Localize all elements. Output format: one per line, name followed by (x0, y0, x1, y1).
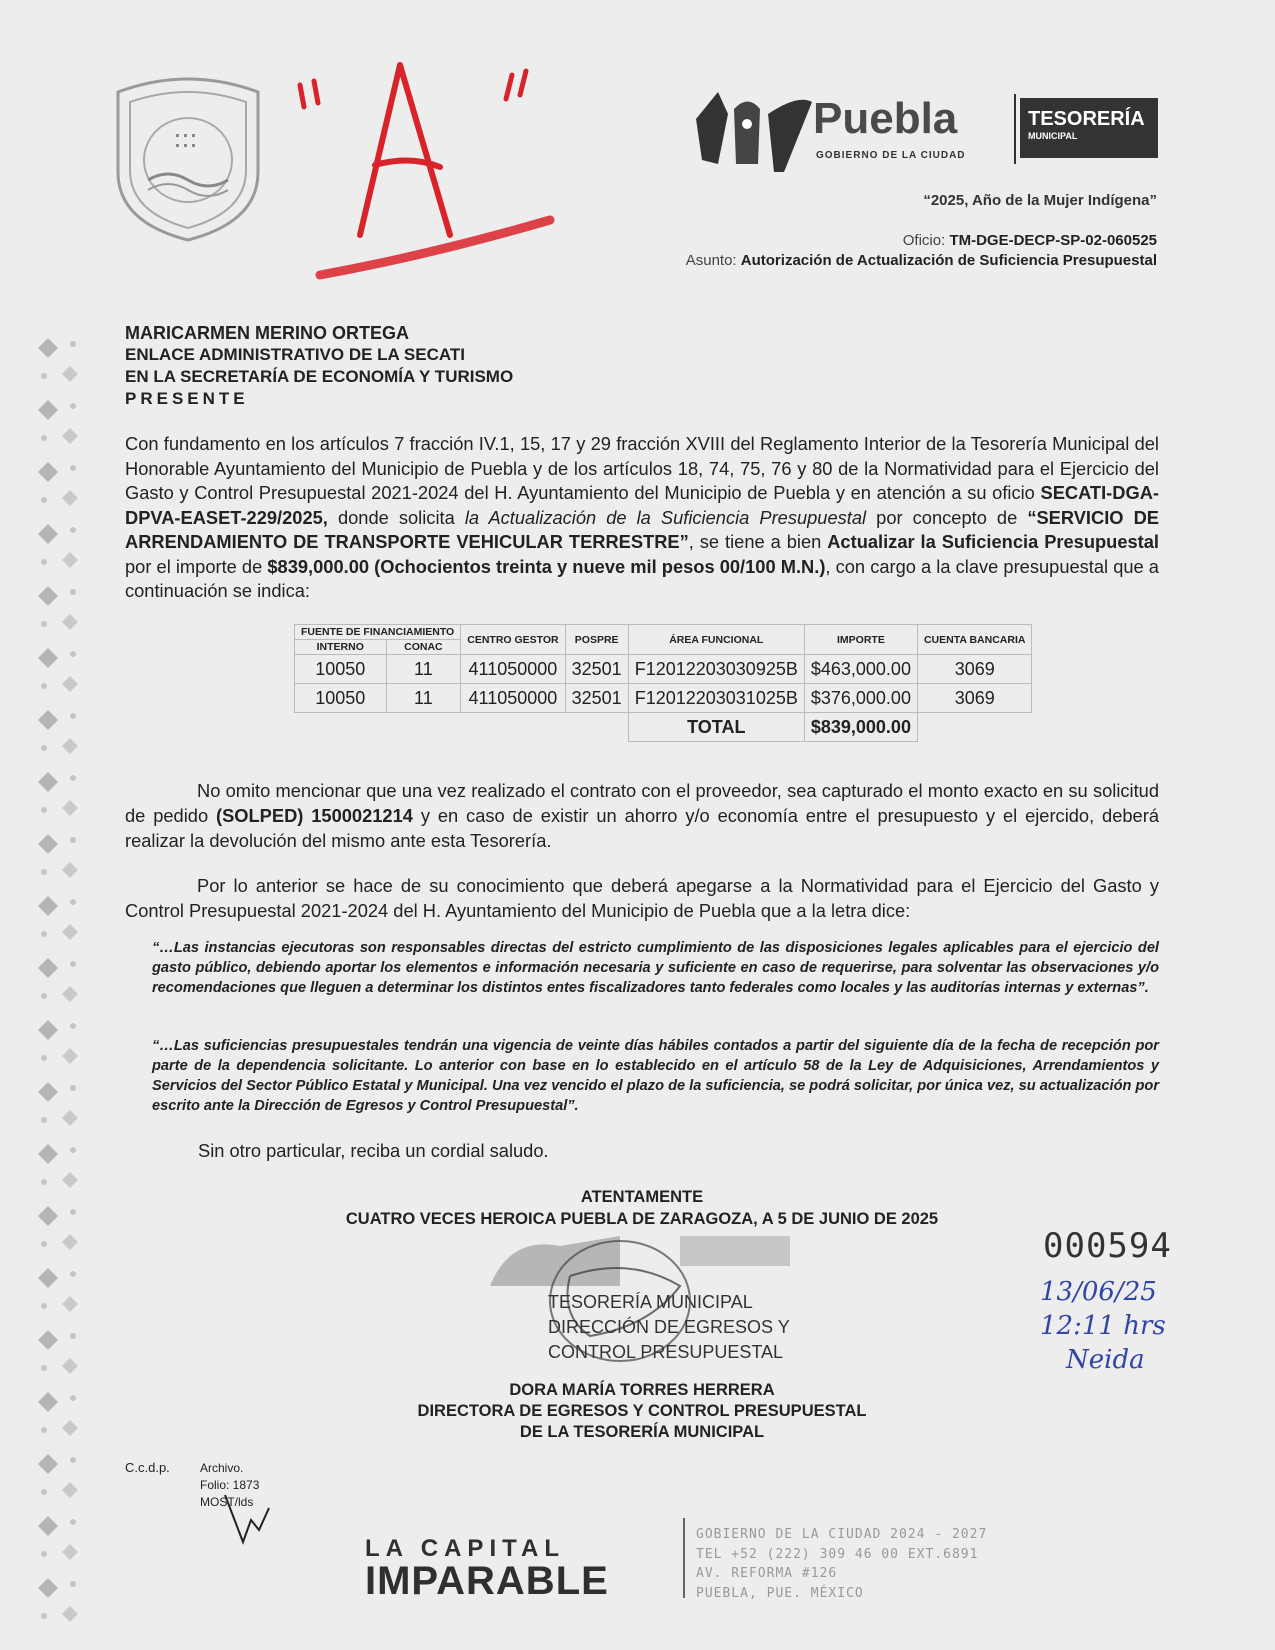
closing-line: Sin otro particular, reciba un cordial saludo. (198, 1140, 549, 1161)
slogan-line-2: IMPARABLE (365, 1559, 609, 1603)
logo-tag: TESORERÍA (1028, 108, 1145, 130)
side-pattern (28, 330, 88, 1630)
service-concept: “SERVICIO DE ARRENDAMIENTO DE TRANSPORTE VEHICULAR TERRESTRE” (125, 506, 1159, 552)
year-motto: “2025, Año de la Mujer Indígena” (923, 192, 1157, 209)
logo-city: Puebla (813, 94, 958, 143)
slogan-line-1: LA CAPITAL (365, 1535, 565, 1562)
th-fuente: FUENTE DE FINANCIAMIENTO (295, 625, 461, 640)
th-cuenta: CUENTA BANCARIA (917, 625, 1032, 655)
initials-signature-icon (215, 1490, 275, 1550)
oficio-number: TM-DGE-DECP-SP-02-060525 (949, 232, 1157, 249)
oficio-line: Oficio: TM-DGE-DECP-SP-02-060525 (902, 232, 1157, 249)
signer-title: DIRECTORA DE EGRESOS Y CONTROL PRESUPUESTAL (417, 1402, 867, 1420)
body-paragraph-3: Por lo anterior se hace de su conocimiento que deberá apegarse a la Normatividad para el Ejercicio del Gasto y Control Presupuestal 2021-2024 del H. Ayuntamiento del Municipio de Puebla que a la letra dice: (125, 875, 1159, 921)
th-conac: CONAC (386, 640, 461, 655)
slogan-logo (365, 1535, 609, 1604)
logo-tag-sub: MUNICIPAL (1028, 131, 1078, 141)
puebla-tesoreria-logo (688, 84, 1158, 174)
asunto-line: Asunto: Autorización de Actualización de Suficiencia Presupuestal (685, 252, 1157, 269)
government-contact: GOBIERNO DE LA CIUDAD 2024 - 2027 TEL +52 (222) 309 46 00 EXT.6891 AV. REFORMA #126 PUEBLA, PUE. MÉXICO (696, 1527, 988, 1601)
total-value: $839,000.00 (804, 713, 917, 742)
th-importe: IMPORTE (804, 625, 917, 655)
addressee-line1: ENLACE ADMINISTRATIVO DE LA SECATI (125, 345, 465, 364)
reception-handwriting: 13/06/25 12:11 hrs Neida (1040, 1277, 1166, 1375)
ccdp-label: C.c.d.p. (125, 1460, 170, 1475)
table-total-row (295, 713, 1032, 742)
oficio-reference: SECATI-DGA-DPVA-EASET-229/2025, (125, 482, 1159, 528)
quote-2: “…Las suficiencias presupuestales tendrán una vigencia de veinte días hábiles contados a partir del siguiente día de la fecha de recepción por parte de la dependencia solicitante. Lo anterior con base en lo establecido en el artículo 58 de la Ley de Adquisiciones, Arrendamientos y Servicios del Sector Público Estatal y Municipal. Una vez vencido el plazo de la suficiencia, se podrá solicitar, por única vez, su actualización por escrito ante la Dirección de Egresos y Control Presupuestal”. (152, 1038, 1159, 1114)
addressee-presente: PRESENTE (125, 389, 249, 408)
th-interno: INTERNO (295, 640, 387, 655)
table-row: 10050 11 411050000 32501 F12012203030925B $463,000.00 3069 (295, 655, 1032, 684)
signer-title-2: DE LA TESORERÍA MUNICIPAL (519, 1423, 765, 1441)
signature-header: ATENTAMENTE CUATRO VECES HEROICA PUEBLA DE ZARAGOZA, A 5 DE JUNIO DE 2025 (345, 1188, 939, 1228)
amount-total-text: $839,000.00 (Ochocientos treinta y nueve mil pesos 00/100 M.N.) (267, 555, 826, 577)
signer-block (320, 1380, 964, 1443)
tesoreria-box (1020, 98, 1158, 158)
addressee-name: MARICARMEN MERINO ORTEGA (125, 323, 409, 343)
addressee-line2: EN LA SECRETARÍA DE ECONOMÍA Y TURISMO (125, 367, 514, 386)
body-paragraph-2: No omito mencionar que una vez realizado el contrato con el proveedor, sea capturado el monto exacto en su solicitud de pedido (SOLPED) 1500021214 y en caso de existir un ahorro y/o economía entre el presupuesto y el ejercido, deberá realizar la devolución del mismo ante esta Tesorería. (125, 780, 1159, 851)
svg-text:"A": "A" (430, 185, 432, 186)
total-label: TOTAL (628, 713, 804, 742)
th-pospre: POSPRE (565, 625, 628, 655)
red-handwritten-mark (280, 45, 580, 325)
body-paragraph-1: Con fundamento en los artículos 7 fracción IV.1, 15, 17 y 29 fracción XVIII del Reglamento Interior de la Tesorería Municipal del Honorable Ayuntamiento del Municipio de Puebla y de los artículos 18, 74, 75, 76 y 80 de la Normatividad para el Ejercicio del Gasto y Control Presupuestal 2021-2024 del H. Ayuntamiento del Municipio de Puebla y en atención a su oficio SECATI-DGA-DPVA-EASET-229/2025, donde solicita la Actualización de la Suficiencia Presupuestal por concepto de “SERVICIO DE ARRENDAMIENTO DE TRANSPORTE VEHICULAR TERRESTRE”, se tiene a bien Actualizar la Suficiencia Presupuestal por el importe de $839,000.00 (Ochocientos treinta y nueve mil pesos 00/100 M.N.), con cargo a la clave presupuestal que a continuación se indica: (125, 433, 1159, 601)
table-row: 10050 11 411050000 32501 F12012203031025B $376,000.00 3069 (295, 684, 1032, 713)
addressee-block (125, 322, 513, 410)
city-seal-icon (108, 72, 268, 244)
th-area: ÁREA FUNCIONAL (628, 625, 804, 655)
th-centro: CENTRO GESTOR (461, 625, 565, 655)
reception-folio: 000594 (1043, 1226, 1172, 1266)
logo-subtitle: GOBIERNO DE LA CIUDAD (816, 150, 966, 161)
logo-emblem-icon (688, 84, 818, 174)
stamp-text: TESORERÍA MUNICIPAL DIRECCIÓN DE EGRESOS Y CONTROL PRESUPUESTAL (548, 1292, 790, 1362)
quote-1: “…Las instancias ejecutoras son responsables directas del estricto cumplimiento de las disposiciones legales aplicables para el ejercicio del gasto público, debiendo aportar los elementos e información necesaria y suficiente en caso de requerirse, para solventar las observaciones y/o recomendaciones que lleguen a determinar los distintos entes fiscalizadores tanto federales como locales y las auditorías internas y externas”. (152, 940, 1159, 996)
signer-name: DORA MARÍA TORRES HERRERA (509, 1381, 775, 1399)
asunto-subject: Autorización de Actualización de Suficiencia Presupuestal (740, 252, 1157, 269)
archivo-block: Archivo. Folio: 1873 MOST/lds (200, 1461, 260, 1509)
solped-number: (SOLPED) 1500021214 (216, 805, 413, 826)
budget-table (294, 624, 1032, 742)
